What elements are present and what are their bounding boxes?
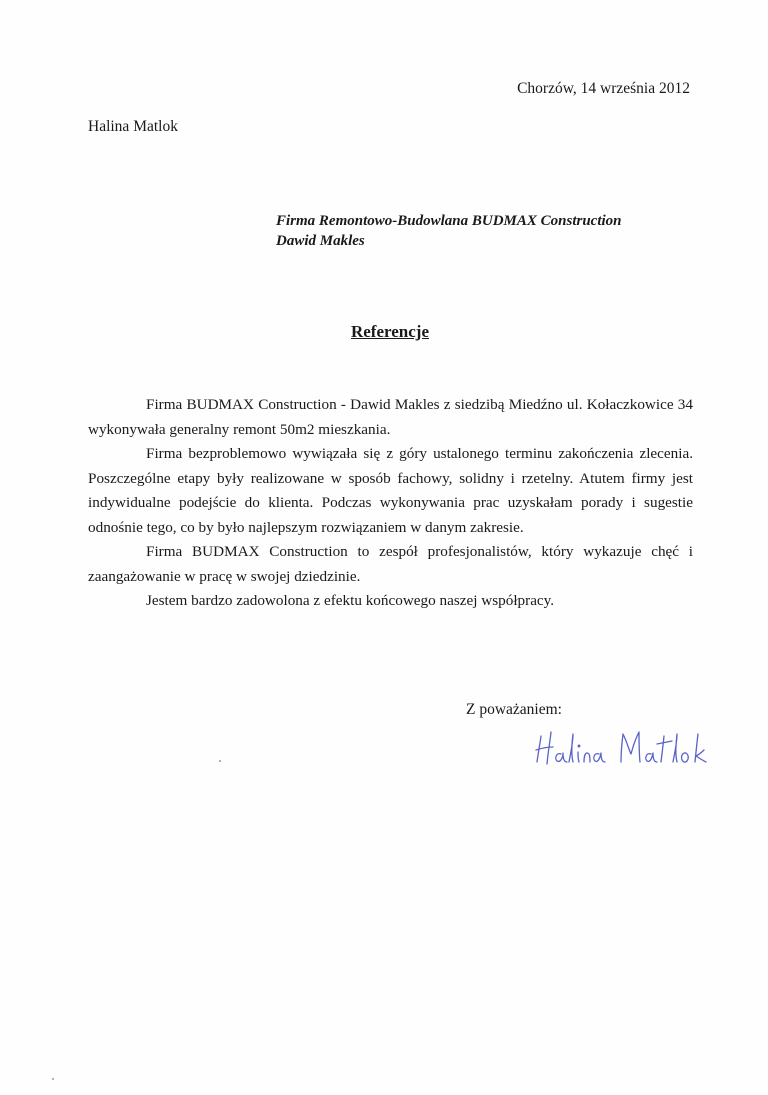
scan-speck [219, 760, 221, 762]
paragraph-3: Firma BUDMAX Construction to zespół profesjonalistów, który wykazuje chęć i zaangażowanie w pracę w swojej dziedzinie. [88, 543, 693, 585]
closing-salutation: Z poważaniem: [466, 701, 562, 718]
letter-body [88, 393, 693, 614]
paragraph-1: Firma BUDMAX Construction - Dawid Makles z siedzibą Miedźno ul. Kołaczkowice 34 wykonywała generalny remont 50m2 mieszkania. [88, 396, 693, 438]
recipient-company: Firma Remontowo-Budowlana BUDMAX Construction [276, 213, 622, 229]
recipient-person: Dawid Makles [276, 233, 365, 249]
scan-speck [52, 1078, 54, 1080]
recipient-block [276, 211, 622, 251]
place-date: Chorzów, 14 września 2012 [517, 80, 690, 97]
paragraph-2: Firma bezproblemowo wywiązała się z góry ustalonego terminu zakończenia zlecenia. Poszczególne etapy były realizowane w sposób fachowy, solidny i rzetelny. Atutem firmy jest indywidualne podejście do klienta. Podczas wykonywania prac uzyskałam porady i sugestie odnośnie tego, co by było najlepszym rozwiązaniem w danym zakresie. [88, 445, 693, 536]
paragraph-4: Jestem bardzo zadowolona z efektu końcowego naszej współpracy. [146, 592, 555, 609]
handwritten-signature [533, 722, 713, 772]
letter-title: Referencje [350, 322, 430, 341]
sender-name: Halina Matlok [88, 118, 178, 135]
